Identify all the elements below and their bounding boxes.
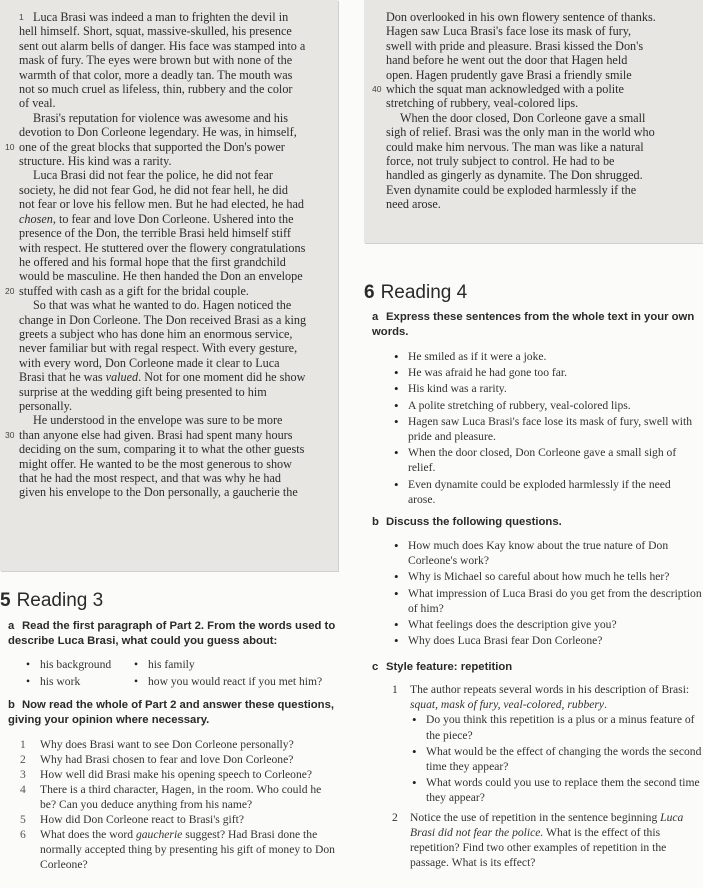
list-item: • his background bbox=[24, 657, 132, 672]
line-text: Don overlooked in his own flowery sentence of thanks. bbox=[386, 10, 656, 24]
passage-line bbox=[372, 10, 697, 24]
line-text: mask of fury. The eyes were brown but with none of the bbox=[19, 53, 293, 68]
line-text: need arose. bbox=[386, 197, 441, 212]
passage-line bbox=[5, 53, 330, 67]
list-item: • Why is Michael so careful about how much he tells her? bbox=[392, 569, 702, 584]
line-number: 10 bbox=[5, 141, 15, 152]
line-text: open. Hagen prudently gave Brasi a friendly smile bbox=[386, 67, 632, 82]
passage-line bbox=[372, 140, 697, 154]
reading4-a-list bbox=[392, 349, 700, 508]
line-text: Brasi that he was valued. Not for one moment did he show bbox=[19, 370, 306, 385]
line-text: one of the great blocks that supported the Don's power bbox=[19, 139, 285, 154]
list-item: • Hagen saw Luca Brasi's face lose its mask of fury, swell with pride and pleasure. bbox=[392, 414, 700, 444]
passage-line bbox=[372, 82, 697, 96]
line-text: sigh of relief. Brasi was the only man in the world who bbox=[386, 125, 655, 140]
item-text: Why does Brasi want to see Don Corleone personally? bbox=[40, 738, 294, 751]
passage-line bbox=[372, 96, 697, 110]
line-text: that he had the most respect, and that was why he had bbox=[19, 471, 281, 485]
passage-line bbox=[372, 24, 697, 38]
passage-line bbox=[372, 39, 697, 53]
line-text: hell himself. Short, squat, massive-skulled, his presence bbox=[19, 24, 292, 39]
passage-line bbox=[5, 399, 330, 413]
list-item bbox=[20, 767, 338, 782]
passage-line bbox=[5, 413, 330, 427]
question-letter: b bbox=[372, 516, 379, 528]
reading3-question-b bbox=[8, 698, 338, 728]
line-text: of veal. bbox=[19, 96, 56, 111]
list-item bbox=[20, 737, 338, 752]
question-letter: a bbox=[8, 620, 15, 632]
list-item bbox=[20, 782, 338, 812]
passage-line bbox=[372, 125, 697, 139]
line-text: not so much cruel as lifeless, thin, rubbery and the color bbox=[19, 82, 293, 97]
item-number: 2 bbox=[20, 753, 26, 766]
list-item: • He was afraid he had gone too far. bbox=[392, 365, 700, 380]
section-title-reading4 bbox=[364, 282, 467, 304]
line-text: than anyone else had given. Brasi had spent many hours bbox=[19, 427, 293, 442]
line-text: handled as gingerly as dynamite. The Don shrugged. bbox=[386, 168, 643, 183]
passage-line bbox=[372, 68, 697, 82]
line-text: Even dynamite could be exploded harmlessly if the bbox=[386, 182, 637, 197]
line-text: swell with pride and pleasure. Brasi kissed the Don's bbox=[386, 38, 644, 53]
passage-part2-right bbox=[364, 0, 703, 243]
line-text: Luca Brasi was indeed a man to frighten the devil in bbox=[33, 10, 289, 24]
list-item: • Even dynamite could be exploded harmlessly if the need arose. bbox=[392, 477, 700, 507]
line-text: he offered and his formal hope that the first grandchild bbox=[19, 254, 286, 269]
question-prompt: Style feature: repetition bbox=[386, 661, 513, 673]
question-prompt: Discuss the following questions. bbox=[386, 516, 562, 528]
passage-lines bbox=[5, 10, 330, 500]
list-item: • What words could you use to replace them the second time they appear? bbox=[410, 775, 702, 805]
line-text: force, not truly subject to control. He had to be bbox=[386, 154, 615, 169]
line-text: with every word, Don Corleone made it clear to Luca bbox=[19, 355, 280, 370]
reading4-question-c bbox=[372, 660, 697, 675]
passage-line bbox=[5, 96, 330, 110]
passage-line bbox=[5, 370, 330, 384]
style-question-1 bbox=[392, 682, 702, 712]
passage-line bbox=[372, 183, 697, 197]
passage-line bbox=[372, 154, 697, 168]
passage-line bbox=[5, 68, 330, 82]
question-prompt: Read the first paragraph of Part 2. From the words used to describe Luca Brasi, what could you guess about: bbox=[8, 620, 336, 647]
line-text: presence of the Don, the terrible Brasi held himself stiff bbox=[19, 226, 291, 241]
passage-line bbox=[5, 442, 330, 456]
line-text: surprise at the wedding gift being presented to him bbox=[19, 384, 267, 399]
passage-line bbox=[5, 313, 330, 327]
passage-line bbox=[5, 471, 330, 485]
passage-line bbox=[5, 125, 330, 139]
line-text: could make him nervous. The man was like a natural bbox=[386, 139, 644, 154]
line-text: sent out alarm bells of danger. His face was stamped into a bbox=[19, 38, 306, 53]
list-item bbox=[20, 812, 338, 827]
list-item: • his family bbox=[132, 657, 332, 672]
line-text: devotion to Don Corleone legendary. He was, in himself, bbox=[19, 125, 297, 140]
line-text: He understood in the envelope was sure to be more bbox=[33, 413, 283, 428]
line-text: hand before he went out the door that Hagen held bbox=[386, 53, 628, 68]
line-number: 40 bbox=[372, 84, 382, 95]
list-item: • How much does Kay know about the true nature of Don Corleone's work? bbox=[392, 538, 702, 568]
passage-line bbox=[5, 111, 330, 125]
item-number: 5 bbox=[20, 813, 26, 826]
reading4-c-content bbox=[392, 682, 702, 870]
passage-line bbox=[5, 485, 330, 499]
reading3-b-list bbox=[20, 737, 338, 872]
item-number: 1 bbox=[20, 738, 26, 751]
passage-line bbox=[372, 111, 697, 125]
list-item: • his work bbox=[24, 674, 132, 689]
item-text: Why had Brasi chosen to fear and love Don Corleone? bbox=[40, 753, 294, 766]
item-number: 3 bbox=[20, 768, 26, 781]
question-letter: a bbox=[372, 311, 379, 323]
passage-line bbox=[5, 284, 330, 298]
list-item: • how you would react if you met him? bbox=[132, 674, 332, 689]
question-prompt: Now read the whole of Part 2 and answer these questions, giving your opinion where necessary. bbox=[8, 699, 334, 726]
passage-line bbox=[5, 255, 330, 269]
list-item: • A polite stretching of rubbery, veal-colored lips. bbox=[392, 398, 700, 413]
list-item: • What feelings does the description give you? bbox=[392, 617, 702, 632]
item-number: 4 bbox=[20, 783, 26, 796]
passage-line bbox=[5, 226, 330, 240]
line-text: stuffed with cash as a gift for the bridal couple. bbox=[19, 283, 249, 298]
item-number: 1 bbox=[392, 683, 398, 696]
section-number: 6 bbox=[364, 282, 375, 303]
passage-line bbox=[5, 341, 330, 355]
section-title-text: Reading 3 bbox=[16, 590, 104, 611]
reading4-question-b bbox=[372, 515, 697, 530]
passage-line bbox=[5, 428, 330, 442]
list-item bbox=[20, 827, 338, 872]
line-text: would be masculine. He then handed the Don an envelope bbox=[19, 269, 303, 284]
list-item: • Do you think this repetition is a plus or a minus feature of the piece? bbox=[410, 712, 702, 742]
line-text: stretching of rubbery, veal-colored lips. bbox=[386, 96, 579, 111]
list-item: • What impression of Luca Brasi do you get from the description of him? bbox=[392, 586, 702, 616]
passage-line bbox=[5, 154, 330, 168]
passage-line bbox=[5, 269, 330, 283]
list-item: • What would be the effect of changing the words the second time they appear? bbox=[410, 744, 702, 774]
passage-line bbox=[5, 241, 330, 255]
passage-line bbox=[372, 168, 697, 182]
line-number: 20 bbox=[5, 285, 15, 296]
item-number: 6 bbox=[20, 828, 26, 841]
item-text: What does the word gaucherie suggest? Had Brasi done the normally accepted thing by presenting his gift of money to Don Corleone? bbox=[40, 828, 335, 871]
line-text: deciding on the sum, comparing it to what the other guests bbox=[19, 442, 305, 457]
passage-line bbox=[5, 356, 330, 370]
passage-line bbox=[5, 24, 330, 38]
line-text: change in Don Corleone. The Don received Brasi as a king bbox=[19, 312, 307, 327]
reading3-a-items bbox=[24, 657, 344, 689]
passage-line bbox=[5, 82, 330, 96]
passage-line bbox=[5, 140, 330, 154]
section-title-text: Reading 4 bbox=[380, 282, 468, 303]
passage-line bbox=[372, 197, 697, 211]
passage-part2-left bbox=[0, 0, 338, 571]
line-number: 1 bbox=[19, 12, 24, 22]
line-text: When the door closed, Don Corleone gave a small bbox=[400, 110, 646, 125]
line-text: might offer. He wanted to be the most generous to show bbox=[19, 456, 292, 471]
list-item: • His kind was a rarity. bbox=[392, 381, 700, 396]
line-text: society, he did not fear God, he did not fear hell, he did bbox=[19, 182, 288, 197]
line-text: Brasi's reputation for violence was awesome and his bbox=[33, 110, 289, 125]
list-item bbox=[20, 752, 338, 767]
reading4-b-list bbox=[392, 538, 702, 649]
passage-line bbox=[5, 10, 330, 24]
line-text: So that was what he wanted to do. Hagen noticed the bbox=[33, 298, 292, 313]
line-text: Hagen saw Luca Brasi's face lose its mask of fury, bbox=[386, 24, 632, 39]
section-title-reading3 bbox=[0, 590, 103, 612]
line-text: personally. bbox=[19, 398, 73, 413]
line-text: Luca Brasi did not fear the police, he did not fear bbox=[33, 168, 273, 183]
line-text: warmth of that color, more a deadly tan. The mouth was bbox=[19, 67, 293, 82]
list-item: • When the door closed, Don Corleone gave a small sigh of relief. bbox=[392, 445, 700, 475]
line-number: 30 bbox=[5, 429, 15, 440]
passage-line bbox=[5, 327, 330, 341]
question-letter: c bbox=[372, 661, 379, 673]
question-letter: b bbox=[8, 699, 15, 711]
item-text: Notice the use of repetition in the sentence beginning Luca Brasi did not fear the police. What is the effect of this repetition? Find two other examples of repetition in the passage. What is its effect? bbox=[410, 810, 684, 870]
list-item: • He smiled as if it were a joke. bbox=[392, 349, 700, 364]
reading4-question-a bbox=[372, 310, 697, 340]
item-text: How well did Brasi make his opening speech to Corleone? bbox=[40, 768, 313, 781]
passage-line bbox=[5, 212, 330, 226]
line-text: chosen, to fear and love Don Corleone. Ushered into the bbox=[19, 211, 294, 226]
line-text: not fear or love his fellow men. But he had elected, he had bbox=[19, 197, 304, 212]
item-text: How did Don Corleone react to Brasi's gift? bbox=[40, 813, 244, 826]
line-text: never familiar but with regal respect. With every gesture, bbox=[19, 341, 298, 356]
item-text: There is a third character, Hagen, in the room. Who could he be? Can you deduce anything from his name? bbox=[40, 783, 322, 811]
list-item: • Why does Luca Brasi fear Don Corleone? bbox=[392, 633, 702, 648]
passage-line bbox=[5, 197, 330, 211]
line-text: greets a subject who has done him an enormous service, bbox=[19, 326, 293, 341]
passage-line bbox=[5, 183, 330, 197]
passage-line bbox=[372, 53, 697, 67]
line-text: with respect. He stuttered over the flowery congratulations bbox=[19, 240, 306, 255]
line-text: structure. His kind was a rarity. bbox=[19, 154, 172, 169]
passage-line bbox=[5, 457, 330, 471]
passage-line bbox=[5, 168, 330, 182]
passage-line bbox=[5, 298, 330, 312]
passage-line bbox=[5, 39, 330, 53]
line-text: given his envelope to the Don personally, a gaucherie the bbox=[19, 485, 298, 500]
line-text: which the squat man acknowledged with a polite bbox=[386, 82, 624, 97]
item-text: The author repeats several words in his description of Brasi: squat, mask of fury, veal-colored, rubbery. bbox=[410, 683, 690, 712]
reading3-question-a bbox=[8, 619, 338, 649]
passage-lines bbox=[372, 10, 697, 212]
section-number: 5 bbox=[0, 590, 11, 611]
item-number: 2 bbox=[392, 810, 398, 824]
style-question-2 bbox=[392, 810, 702, 871]
question-prompt: Express these sentences from the whole text in your own words. bbox=[372, 311, 695, 338]
passage-line bbox=[5, 385, 330, 399]
